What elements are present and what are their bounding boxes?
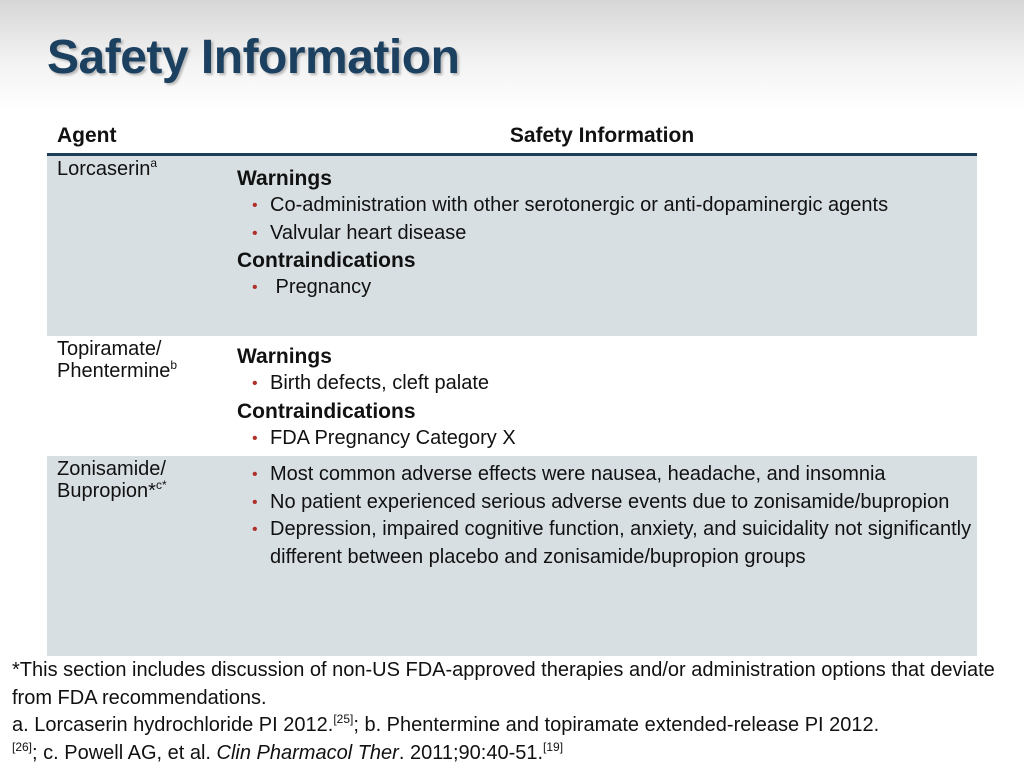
list-item: • Birth defects, cleft palate bbox=[237, 370, 977, 398]
reference-b: ; b. Phentermine and topiramate extended-release PI 2012. bbox=[353, 714, 880, 736]
table-row-topiramate-phentermine bbox=[47, 336, 977, 456]
agent-name: Topiramate/ Phentermine bbox=[57, 338, 171, 382]
reference-c: ; c. Powell AG, et al. bbox=[32, 741, 217, 764]
contraindications-heading: Contraindications bbox=[237, 399, 416, 423]
list-item: • No patient experienced serious adverse events due to zonisamide/bupropion bbox=[237, 489, 977, 517]
table-row-zonisamide-bupropion bbox=[47, 456, 977, 656]
reference-c-number: [19] bbox=[543, 739, 564, 754]
reference-c-journal: Clin Pharmacol Ther bbox=[216, 741, 399, 764]
agent-cell bbox=[47, 456, 237, 656]
agent-superscript: c* bbox=[155, 478, 167, 492]
bullet-icon: • bbox=[252, 493, 258, 511]
list-item: • Most common adverse effects were nausea, headache, and insomnia bbox=[237, 461, 977, 489]
warnings-heading: Warnings bbox=[237, 167, 332, 190]
footnotes bbox=[12, 657, 1017, 767]
agent-name: Zonisamide/ Bupropion* bbox=[57, 458, 166, 502]
agent-cell bbox=[47, 156, 237, 336]
reference-a-number: [25] bbox=[333, 712, 354, 726]
bullet-icon: • bbox=[252, 466, 258, 483]
agent-cell bbox=[47, 336, 237, 456]
header-safety-information: Safety Information bbox=[509, 123, 695, 147]
bullet-icon: • bbox=[252, 429, 258, 447]
safety-cell bbox=[237, 156, 977, 336]
warnings-heading: Warnings bbox=[237, 345, 332, 368]
contraindications-heading: Contraindications bbox=[237, 249, 416, 272]
bullet-icon: • bbox=[252, 279, 258, 296]
list-item: • Pregnancy bbox=[237, 274, 977, 302]
table-header bbox=[47, 118, 977, 156]
reference-c-details: . 2011;90:40-51. bbox=[398, 741, 544, 764]
bullet-icon: • bbox=[252, 197, 258, 214]
bullet-icon: • bbox=[252, 224, 258, 242]
safety-table bbox=[47, 118, 977, 656]
list-item: • Depression, impaired cognitive function, anxiety, and suicidality not significantly different between placebo and zonisamide/bupropion groups bbox=[252, 518, 972, 568]
safety-cell bbox=[237, 336, 977, 456]
reference-b-number: [26] bbox=[12, 739, 33, 754]
references bbox=[12, 712, 1017, 767]
disclaimer-text: *This section includes discussion of non-US FDA-approved therapies and/or administration options that deviate from FDA recommendations. bbox=[12, 659, 995, 709]
list-item: • FDA Pregnancy Category X bbox=[237, 425, 977, 453]
reference-a: a. Lorcaserin hydrochloride PI 2012. bbox=[12, 714, 334, 736]
agent-superscript: b bbox=[170, 358, 178, 372]
safety-cell bbox=[237, 456, 977, 656]
page-title: Safety Information bbox=[47, 31, 460, 84]
list-item: • Co-administration with other serotonergic or anti-dopaminergic agents bbox=[237, 192, 977, 220]
header-agent: Agent bbox=[57, 123, 117, 147]
agent-superscript: a bbox=[150, 156, 158, 170]
list-item: • Valvular heart disease bbox=[237, 220, 977, 248]
bullet-icon: • bbox=[252, 375, 258, 392]
bullet-icon: • bbox=[252, 521, 258, 538]
agent-name: Lorcaserin bbox=[57, 158, 151, 180]
table-row-lorcaserin bbox=[47, 156, 977, 336]
